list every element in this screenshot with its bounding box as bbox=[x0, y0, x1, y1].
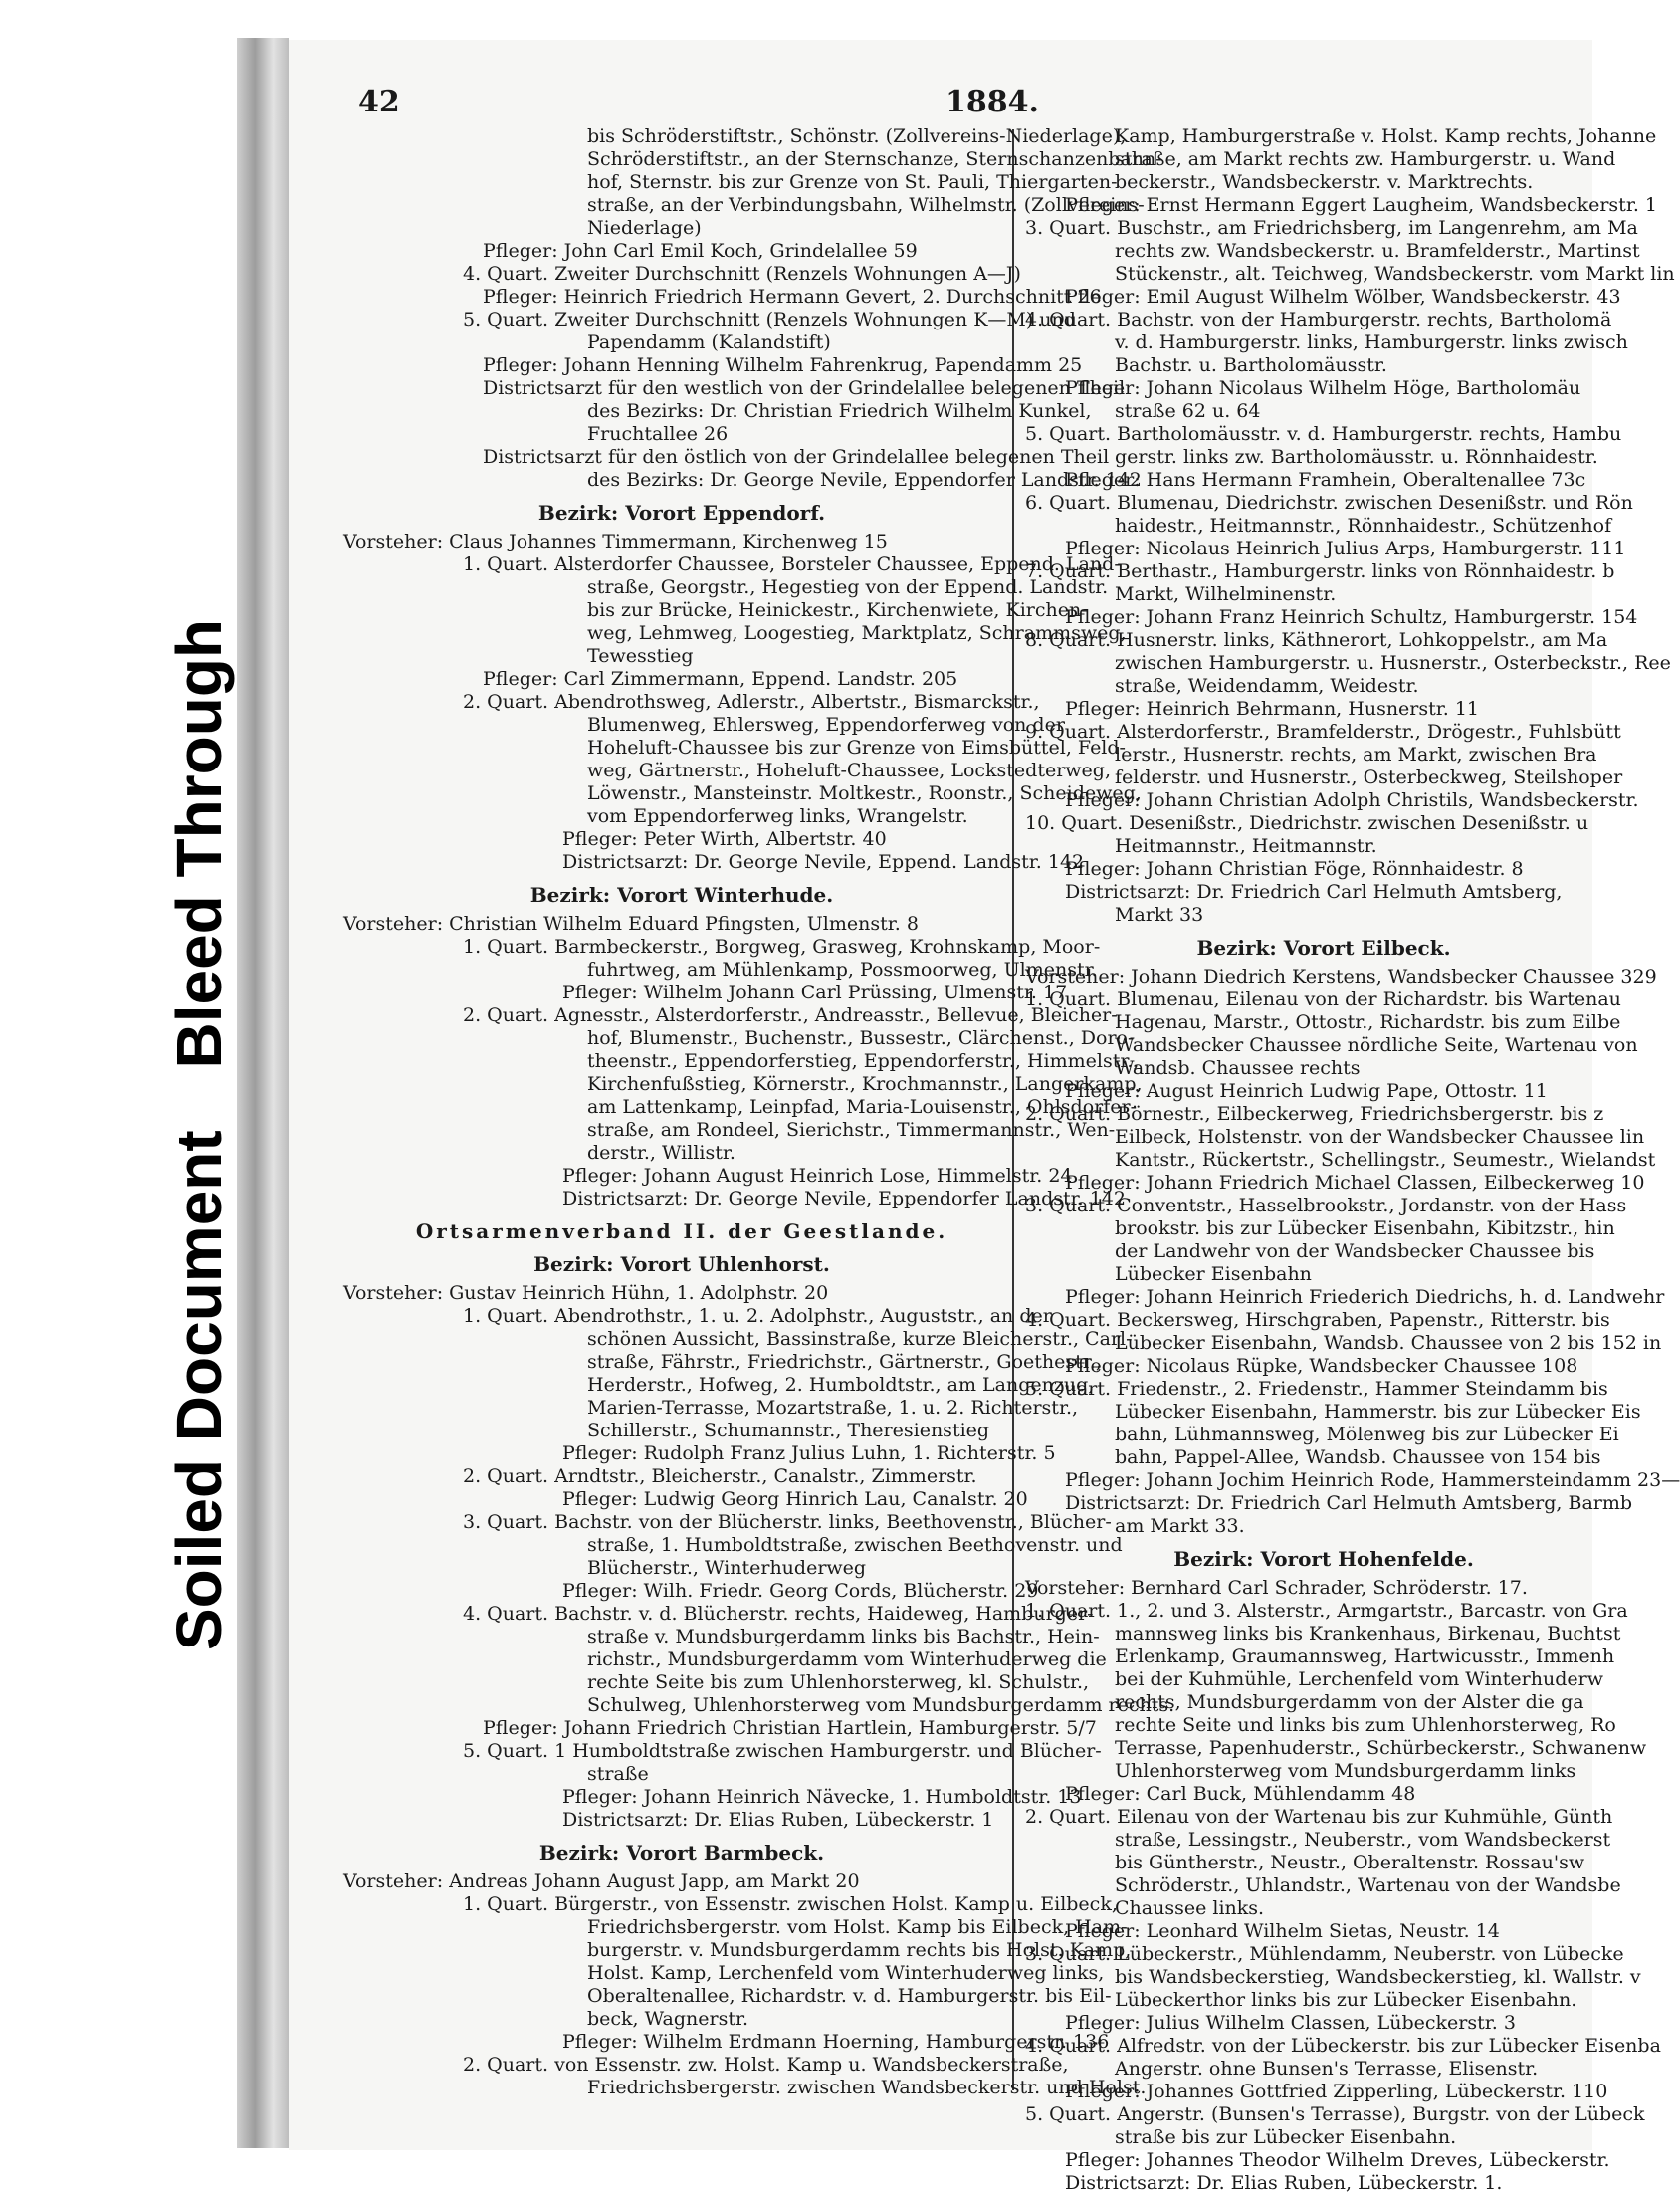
text-line: Schröderstiftstr., an der Sternschanze, Sternschanzenbahn- bbox=[587, 148, 1162, 170]
text-line: lerstr., Husnerstr. rechts, am Markt, zwischen Bra bbox=[1115, 744, 1597, 766]
pfleger-line: Pfleger: Johann Jochim Heinrich Rode, Hammersteindamm 23— bbox=[1065, 1469, 1680, 1491]
text-line: vom Eppendorferweg links, Wrangelstr. bbox=[587, 805, 968, 827]
quartier-line: 6. Quart. Blumenau, Diedrichstr. zwischen Desenißstr. und Rön bbox=[1025, 492, 1633, 514]
quartier-line: 5. Quart. Bartholomäusstr. v. d. Hamburgerstr. rechts, Hambu bbox=[1025, 423, 1622, 445]
quartier-line: 1. Quart. 1., 2. und 3. Alsterstr., Armgartstr., Barcastr. von Gra bbox=[1025, 1600, 1628, 1622]
quartier-line: 4. Quart. Bachstr. von der Hamburgerstr. rechts, Bartholomä bbox=[1025, 309, 1612, 330]
quartier-line: 5. Quart. Zweiter Durchschnitt (Renzels Wohnungen K—M) und bbox=[463, 309, 1076, 330]
pfleger-line: Pfleger: Nicolaus Rüpke, Wandsbecker Chaussee 108 bbox=[1065, 1355, 1578, 1377]
pfleger-line: Pfleger: Emil August Wilhelm Wölber, Wandsbeckerstr. 43 bbox=[1065, 286, 1621, 308]
text-line: Fruchtallee 26 bbox=[587, 423, 729, 445]
text-line: Papendamm (Kalandstift) bbox=[587, 331, 831, 353]
quartier-line: 2. Quart. von Essenstr. zw. Holst. Kamp u. Wandsbeckerstraße, bbox=[463, 2054, 1069, 2076]
quartier-line: 4. Quart. Bachstr. v. d. Blücherstr. rechts, Haideweg, Hamburger- bbox=[463, 1603, 1094, 1625]
text-line: straße bbox=[587, 1763, 649, 1785]
text-line: Tewesstieg bbox=[587, 645, 694, 667]
text-line: Uhlenhorsterweg vom Mundsburgerdamm links bbox=[1115, 1760, 1576, 1782]
districtsarzt-line: Districtsarzt: Dr. Friedrich Carl Helmuth Amtsberg, bbox=[1065, 881, 1563, 903]
pfleger-line: Pfleger: Nicolaus Heinrich Julius Arps, Hamburgerstr. 111 bbox=[1065, 538, 1626, 559]
districtsarzt-line: Districtsarzt: Dr. Elias Ruben, Lübeckerstr. 1 bbox=[562, 1809, 994, 1831]
quartier-line: 8. Quart. Husnerstr. links, Käthnerort, Lohkoppelstr., am Ma bbox=[1025, 629, 1608, 651]
pfleger-line: Pfleger: Johann Christian Föge, Rönnhaidestr. 8 bbox=[1065, 858, 1524, 880]
text-line: hof, Sternstr. bis zur Grenze von St. Pauli, Thiergarten- bbox=[587, 171, 1118, 193]
text-line: Schillerstr., Schumannstr., Theresienstieg bbox=[587, 1420, 990, 1441]
quartier-line: 2. Quart. Agnesstr., Alsterdorferstr., Andreasstr., Bellevue, Bleicher- bbox=[463, 1004, 1118, 1026]
text-line: Markt, Wilhelminenstr. bbox=[1115, 583, 1337, 605]
quartier-line: 5. Quart. Angerstr. (Bunsen's Terrasse), Burgstr. von der Lübeck bbox=[1025, 2103, 1645, 2125]
label-bleed: Bleed Through bbox=[163, 618, 235, 1069]
page-number: 42 bbox=[358, 85, 400, 119]
districtsarzt-line: Districtsarzt: Dr. George Nevile, Eppend. Landstr. 142 bbox=[562, 851, 1085, 873]
pfleger-line: Pfleger: Johann August Heinrich Lose, Himmelstr. 24 bbox=[562, 1165, 1073, 1187]
quartier-line: 1. Quart. Blumenau, Eilenau von der Richardstr. bis Wartenau bbox=[1025, 988, 1621, 1010]
quartier-line: 2. Quart. Eilenau von der Wartenau bis zur Kuhmühle, Günth bbox=[1025, 1806, 1613, 1828]
text-line: bahn, Pappel-Allee, Wandsb. Chaussee von 154 bis bbox=[1115, 1446, 1601, 1468]
text-line: beck, Wagnerstr. bbox=[587, 2008, 748, 2030]
pfleger-line: Pfleger: Wilhelm Johann Carl Prüssing, Ulmenstr. 17 bbox=[562, 982, 1068, 1003]
text-line: Lübecker Eisenbahn, Hammerstr. bis zur Lübecker Eis bbox=[1115, 1401, 1641, 1423]
pfleger-line: Pfleger: Peter Wirth, Albertstr. 40 bbox=[562, 828, 887, 850]
text-line: brookstr. bis zur Lübecker Eisenbahn, Kibitzstr., hin bbox=[1115, 1217, 1615, 1239]
quartier-line: 1. Quart. Abendrothstr., 1. u. 2. Adolphstr., Auguststr., an der bbox=[463, 1305, 1052, 1327]
text-line: am Markt 33. bbox=[1115, 1515, 1245, 1537]
pfleger-line: Pfleger: Johann Friedrich Christian Hartlein, Hamburgerstr. 5/7 bbox=[483, 1717, 1097, 1739]
label-soiled: Soiled Document bbox=[163, 1130, 235, 1651]
label-text bbox=[162, 597, 236, 1672]
pfleger-line: Pfleger: Johann Heinrich Nävecke, 1. Humboldtstr. 13 bbox=[562, 1786, 1082, 1808]
vorsteher-line: Vorsteher: Johann Diedrich Kerstens, Wandsbecker Chaussee 329 bbox=[1025, 966, 1657, 988]
pfleger-line: Pfleger: Johann Friedrich Michael Classen, Eilbeckerweg 10 bbox=[1065, 1172, 1645, 1194]
text-line: der Landwehr von der Wandsbecker Chaussee bis bbox=[1115, 1240, 1595, 1262]
text-line: Friedrichsbergerstr. zwischen Wandsbeckerstr. und Holst. bbox=[587, 2077, 1147, 2098]
text-line: am Lattenkamp, Leinpfad, Maria-Louisenstr., Ohlsdorfer- bbox=[587, 1096, 1138, 1118]
vorsteher-line: Vorsteher: Bernhard Carl Schrader, Schröderstr. 17. bbox=[1025, 1577, 1528, 1599]
text-line: hof, Blumenstr., Buchenstr., Bussestr., Clärchenst., Doro- bbox=[587, 1027, 1135, 1049]
pfleger-line: Pfleger: Johannes Gottfried Zipperling, Lübeckerstr. 110 bbox=[1065, 2081, 1608, 2102]
pfleger-line: Pfleger: John Carl Emil Koch, Grindelallee 59 bbox=[483, 240, 918, 262]
bezirk-heading: Bezirk: Vorort Barmbeck. bbox=[538, 1841, 825, 1865]
quartier-line: 2. Quart. Arndtstr., Bleicherstr., Canalstr., Zimmerstr. bbox=[463, 1465, 977, 1487]
text-line: des Bezirks: Dr. Christian Friedrich Wilhelm Kunkel, bbox=[587, 400, 1092, 422]
text-line: rechts, Mundsburgerdamm von der Alster die ga bbox=[1115, 1691, 1584, 1713]
bezirk-heading: Bezirk: Vorort Eppendorf. bbox=[537, 501, 826, 525]
pfleger-line: Pfleger: Wilhelm Erdmann Hoerning, Hamburgerstr. 136 bbox=[562, 2031, 1110, 2053]
text-line: v. d. Hamburgerstr. links, Hamburgerstr. links zwisch bbox=[1115, 331, 1628, 353]
text-line: Blücherstr., Winterhuderweg bbox=[587, 1557, 867, 1579]
pfleger-line: Pfleger: Johann Heinrich Friederich Diedrichs, h. d. Landwehr bbox=[1065, 1286, 1665, 1308]
districtsarzt-line: Districtsarzt: Dr. Friedrich Carl Helmuth Amtsberg, Barmb bbox=[1065, 1492, 1633, 1514]
text-line: straße, am Rondeel, Sierichstr., Timmermannstr., Wen- bbox=[587, 1119, 1116, 1141]
text-line: Schröderstr., Uhlandstr., Wartenau von der Wandsbe bbox=[1115, 1874, 1621, 1896]
pfleger-line: Pfleger: Julius Wilhelm Classen, Lübeckerstr. 3 bbox=[1065, 2012, 1516, 2034]
text-line: Chaussee links. bbox=[1115, 1897, 1265, 1919]
text-line: straße bis zur Lübecker Eisenbahn. bbox=[1115, 2126, 1457, 2148]
text-line: Herderstr., Hofweg, 2. Humboldtstr., am Langenzug, bbox=[587, 1374, 1095, 1396]
pfleger-line: Pfleger: Leonhard Wilhelm Sietas, Neustr. 14 bbox=[1065, 1920, 1500, 1942]
pfleger-line: Pfleger: Johann Franz Heinrich Schultz, Hamburgerstr. 154 bbox=[1065, 606, 1638, 628]
quartier-line: 4. Quart. Zweiter Durchschnitt (Renzels Wohnungen A—J) bbox=[463, 263, 1021, 285]
text-line: Heitmannstr., Heitmannstr. bbox=[1115, 835, 1377, 857]
quartier-line: 4. Quart. Beckersweg, Hirschgraben, Papenstr., Ritterstr. bis bbox=[1025, 1309, 1610, 1331]
pfleger-line: Pfleger: Ernst Hermann Eggert Laugheim, Wandsbeckerstr. 1 bbox=[1065, 194, 1657, 216]
text-line: Hagenau, Marstr., Ottostr., Richardstr. bis zum Eilbe bbox=[1115, 1011, 1621, 1033]
pfleger-line: Pfleger: August Heinrich Ludwig Pape, Ottostr. 11 bbox=[1065, 1080, 1548, 1102]
pfleger-line: Pfleger: Rudolph Franz Julius Luhn, 1. Richterstr. 5 bbox=[562, 1442, 1056, 1464]
text-line: richstr., Mundsburgerdamm vom Winterhuderweg die bbox=[587, 1648, 1107, 1670]
text-line: mannsweg links bis Krankenhaus, Birkenau, Buchtst bbox=[1115, 1623, 1621, 1645]
text-line: Hoheluft-Chaussee bis zur Grenze von Eimsbüttel, Feld- bbox=[587, 737, 1126, 759]
text-line: zwischen Hamburgerstr. u. Husnerstr., Osterbeckstr., Ree bbox=[1115, 652, 1671, 674]
text-line: straße 62 u. 64 bbox=[1115, 400, 1261, 422]
quartier-line: 5. Quart. 1 Humboldtstraße zwischen Hamburgerstr. und Blücher- bbox=[463, 1740, 1102, 1762]
districtsarzt-line: Districtsarzt: Dr. Elias Ruben, Lübeckerstr. 1. bbox=[1065, 2172, 1503, 2194]
vorsteher-line: Vorsteher: Gustav Heinrich Hühn, 1. Adolphstr. 20 bbox=[343, 1282, 829, 1304]
pfleger-line: Pfleger: Carl Buck, Mühlendamm 48 bbox=[1065, 1783, 1416, 1805]
text-line: straße, Lessingstr., Neuberstr., vom Wandsbeckerst bbox=[1115, 1829, 1611, 1851]
book-spine bbox=[237, 38, 289, 2148]
text-line: Bachstr. u. Bartholomäusstr. bbox=[1115, 354, 1387, 376]
text-line: Angerstr. ohne Bunsen's Terrasse, Elisenstr. bbox=[1115, 2058, 1539, 2080]
bezirk-heading: Bezirk: Vorort Uhlenhorst. bbox=[533, 1252, 830, 1276]
text-line: Marien-Terrasse, Mozartstraße, 1. u. 2. Richterstr., bbox=[587, 1397, 1079, 1419]
pfleger-line: Pfleger: Johann Henning Wilhelm Fahrenkrug, Papendamm 25 bbox=[483, 354, 1083, 376]
text-line: straße, an der Verbindungsbahn, Wilhelmstr. (Zollvereins- bbox=[587, 194, 1145, 216]
text-line: Markt 33 bbox=[1115, 904, 1204, 926]
quartier-line: 5. Quart. Friedenstr., 2. Friedenstr., Hammer Steindamm bis bbox=[1025, 1378, 1608, 1400]
quartier-line: 4. Quart. Alfredstr. von der Lübeckerstr. bis zur Lübecker Eisenba bbox=[1025, 2035, 1661, 2057]
text-line: straße, Weidendamm, Weidestr. bbox=[1115, 675, 1419, 697]
text-line: straße, 1. Humboldtstraße, zwischen Beethovenstr. und bbox=[587, 1534, 1123, 1556]
scanned-page bbox=[289, 40, 1680, 2194]
pfleger-line: Pfleger: Ludwig Georg Hinrich Lau, Canalstr. 20 bbox=[562, 1488, 1028, 1510]
text-line: bahn, Lühmannsweg, Mölenweg bis zur Lübecker Ei bbox=[1115, 1424, 1619, 1445]
districtsarzt-line: Districtsarzt: Dr. George Nevile, Eppendorfer Landstr. 142 bbox=[562, 1188, 1126, 1209]
text-line: haidestr., Heitmannstr., Rönnhaidestr., Schützenhof bbox=[1115, 515, 1612, 537]
quartier-line: 1. Quart. Alsterdorfer Chaussee, Borsteler Chaussee, Eppend. Land- bbox=[463, 553, 1121, 575]
pfleger-line: Pfleger: Johann Christian Adolph Christils, Wandsbeckerstr. bbox=[1065, 789, 1639, 811]
text-line: burgerstr. v. Mundsburgerdamm rechts bis Holst. Kamp, bbox=[587, 1939, 1132, 1961]
pfleger-line: Pfleger: Heinrich Friedrich Hermann Gevert, 2. Durchschnitt 26 bbox=[483, 286, 1102, 308]
text-line: bis Schröderstiftstr., Schönstr. (Zollvereins-Niederlage), bbox=[587, 125, 1127, 147]
text-line: gerstr. links zw. Bartholomäusstr. u. Rönnhaidestr. bbox=[1115, 446, 1598, 468]
text-line: derstr., Willistr. bbox=[587, 1142, 735, 1164]
text-line: Blumenweg, Ehlersweg, Eppendorferweg von der bbox=[587, 714, 1065, 736]
text-line: weg, Gärtnerstr., Hoheluft-Chaussee, Lockstedterweg, bbox=[587, 760, 1112, 781]
text-line: bis Wandsbeckerstieg, Wandsbeckerstieg, kl. Wallstr. v bbox=[1115, 1966, 1641, 1988]
text-line: bis zur Brücke, Heinickestr., Kirchenwiete, Kirchen- bbox=[587, 599, 1088, 621]
vorsteher-line: Vorsteher: Claus Johannes Timmermann, Kirchenweg 15 bbox=[343, 531, 888, 552]
quartier-line: 3. Quart. Buschstr., am Friedrichsberg, im Langenrehm, am Ma bbox=[1025, 217, 1638, 239]
text-line: Wandsbecker Chaussee nördliche Seite, Wartenau von bbox=[1115, 1034, 1638, 1056]
pfleger-line: Pfleger: Hans Hermann Framhein, Oberaltenallee 73c bbox=[1065, 469, 1586, 491]
vorsteher-line: Vorsteher: Andreas Johann August Japp, am Markt 20 bbox=[343, 1870, 860, 1892]
pfleger-line: Pfleger: Wilh. Friedr. Georg Cords, Blücherstr. 29 bbox=[562, 1580, 1039, 1602]
quartier-line: 1. Quart. Bürgerstr., von Essenstr. zwischen Holst. Kamp u. Eilbeck, bbox=[463, 1893, 1118, 1915]
text-line: rechts zw. Wandsbeckerstr. u. Bramfelderstr., Martinst bbox=[1115, 240, 1640, 262]
text-line: Schulweg, Uhlenhorsterweg vom Mundsburgerdamm rechts. bbox=[587, 1694, 1175, 1716]
quartier-line: 10. Quart. Desenißstr., Diedrichstr. zwischen Desenißstr. u bbox=[1025, 812, 1589, 834]
text-line: Kamp, Hamburgerstraße v. Holst. Kamp rechts, Johanne bbox=[1115, 125, 1657, 147]
pfleger-line: Pfleger: Carl Zimmermann, Eppend. Landstr. 205 bbox=[483, 668, 958, 690]
quartier-line: 2. Quart. Börnestr., Eilbeckerweg, Friedrichsbergerstr. bis z bbox=[1025, 1103, 1604, 1125]
districtsarzt-line: Districtsarzt für den westlich von der Grindelallee belegenen Theil bbox=[483, 377, 1126, 399]
text-line: straße v. Mundsburgerdamm links bis Bachstr., Hein- bbox=[587, 1626, 1100, 1647]
text-line: Kantstr., Rückertstr., Schellingstr., Seumestr., Wielandst bbox=[1115, 1149, 1656, 1171]
quartier-line: 9. Quart. Alsterdorferstr., Bramfelderstr., Drögestr., Fuhlsbütt bbox=[1025, 721, 1621, 743]
text-line: theenstr., Eppendorferstieg, Eppendorferstr., Himmelstr., bbox=[587, 1050, 1140, 1072]
text-line: straße, Georgstr., Hegestieg von der Eppend. Landstr. bbox=[587, 576, 1109, 598]
text-line: Kirchenfußstieg, Körnerstr., Krochmannstr., Langerkamp, bbox=[587, 1073, 1143, 1095]
page-year: 1884. bbox=[945, 85, 1039, 119]
text-line: rechte Seite und links bis zum Uhlenhorsterweg, Ro bbox=[1115, 1714, 1616, 1736]
bezirk-heading: Bezirk: Vorort Hohenfelde. bbox=[1173, 1547, 1474, 1571]
text-line: Holst. Kamp, Lerchenfeld vom Winterhuderweg links, bbox=[587, 1962, 1105, 1984]
text-line: straße, Fährstr., Friedrichstr., Gärtnerstr., Goethestr., bbox=[587, 1351, 1102, 1373]
districtsarzt-line: Districtsarzt für den östlich von der Grindelallee belegenen Theil bbox=[483, 446, 1110, 468]
quartier-line: 3. Quart. Conventstr., Hasselbrookstr., Jordanstr. von der Hass bbox=[1025, 1195, 1627, 1216]
quartier-line: 3. Quart. Bachstr. von der Blücherstr. links, Beethovenstr., Blücher- bbox=[463, 1511, 1112, 1533]
text-line: Stückenstr., alt. Teichweg, Wandsbeckerstr. vom Markt lin bbox=[1115, 263, 1675, 285]
text-line: bei der Kuhmühle, Lerchenfeld vom Winterhuderw bbox=[1115, 1668, 1603, 1690]
text-line: Lübecker Eisenbahn, Wandsb. Chaussee von 2 bis 152 in bbox=[1115, 1332, 1662, 1354]
text-line: schönen Aussicht, Bassinstraße, kurze Bleicherstr., Carl- bbox=[587, 1328, 1133, 1350]
text-line: Lübeckerthor links bis zur Lübecker Eisenbahn. bbox=[1115, 1989, 1577, 2011]
pfleger-line: Pfleger: Johann Nicolaus Wilhelm Höge, Bartholomäu bbox=[1065, 377, 1581, 399]
pfleger-line: Pfleger: Heinrich Behrmann, Husnerstr. 11 bbox=[1065, 698, 1480, 720]
text-line: bis Güntherstr., Neustr., Oberaltenstr. Rossau'sw bbox=[1115, 1852, 1585, 1873]
text-line: des Bezirks: Dr. George Nevile, Eppendorfer Landstr. 142 bbox=[587, 469, 1142, 491]
text-line: fuhrtweg, am Mühlenkamp, Possmoorweg, Ulmenstr. bbox=[587, 959, 1098, 981]
text-line: felderstr. und Husnerstr., Osterbeckweg, Steilshoper bbox=[1115, 767, 1623, 788]
scan-label bbox=[149, 538, 249, 1732]
text-line: Oberaltenallee, Richardstr. v. d. Hamburgerstr. bis Eil- bbox=[587, 1985, 1112, 2007]
text-line: Löwenstr., Mansteinstr. Moltkestr., Roonstr., Scheideweg, bbox=[587, 782, 1142, 804]
text-line: straße, am Markt rechts zw. Hamburgerstr. u. Wand bbox=[1115, 148, 1616, 170]
right-column bbox=[1025, 125, 1680, 2195]
text-line: Friedrichsbergerstr. vom Holst. Kamp bis Eilbeck, Ham- bbox=[587, 1916, 1128, 1938]
text-line: Lübecker Eisenbahn bbox=[1115, 1263, 1312, 1285]
quartier-line: 7. Quart. Berthastr., Hamburgerstr. links von Rönnhaidestr. b bbox=[1025, 560, 1615, 582]
quartier-line: 1. Quart. Barmbeckerstr., Borgweg, Grasweg, Krohnskamp, Moor- bbox=[463, 936, 1101, 958]
text-line: Niederlage) bbox=[587, 217, 702, 239]
text-line: rechte Seite bis zum Uhlenhorsterweg, kl. Schulstr., bbox=[587, 1671, 1090, 1693]
bezirk-heading: Bezirk: Vorort Eilbeck. bbox=[1196, 936, 1451, 960]
vorsteher-line: Vorsteher: Christian Wilhelm Eduard Pfingsten, Ulmenstr. 8 bbox=[343, 913, 919, 935]
text-line: Erlenkamp, Graumannsweg, Hartwicusstr., Immenh bbox=[1115, 1646, 1615, 1667]
text-line: Eilbeck, Holstenstr. von der Wandsbecker Chaussee lin bbox=[1115, 1126, 1645, 1148]
text-line: beckerstr., Wandsbeckerstr. v. Marktrechts. bbox=[1115, 171, 1534, 193]
quartier-line: 2. Quart. Abendrothsweg, Adlerstr., Albertstr., Bismarckstr., bbox=[463, 691, 1040, 713]
text-line: weg, Lehmweg, Loogestieg, Marktplatz, Schrammsweg, bbox=[587, 622, 1127, 644]
verband-heading: Ortsarmenverband II. der Geestlande. bbox=[415, 1219, 948, 1243]
bezirk-heading: Bezirk: Vorort Winterhude. bbox=[529, 883, 834, 907]
text-line: Wandsb. Chaussee rechts bbox=[1115, 1057, 1361, 1079]
text-line: Terrasse, Papenhuderstr., Schürbeckerstr., Schwanenw bbox=[1115, 1737, 1647, 1759]
quartier-line: 3. Quart. Lübeckerstr., Mühlendamm, Neuberstr. von Lübecke bbox=[1025, 1943, 1624, 1965]
pfleger-line: Pfleger: Johannes Theodor Wilhelm Dreves, Lübeckerstr. bbox=[1065, 2149, 1610, 2171]
